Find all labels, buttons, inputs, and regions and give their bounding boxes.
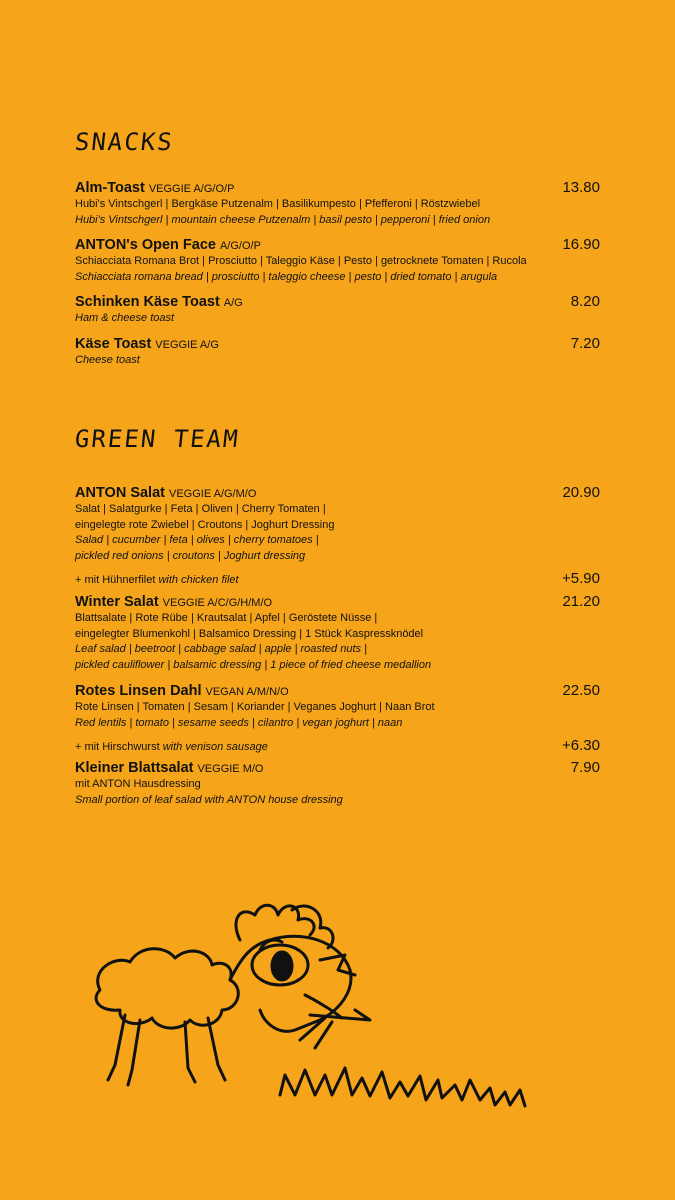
extra-en: with venison sausage [162,741,268,753]
item-name: Schinken Käse Toast [75,294,220,310]
item-tags: VEGGIE A/G/M/O [168,488,257,500]
item-desc-en: Leaf salad | beetroot | cabbage salad | apple | roasted nuts | [75,643,367,655]
extra-de: + mit Hühnerfilet [75,574,156,586]
menu-item [75,335,600,369]
item-extra [75,570,600,587]
item-desc-de: eingelegter Blumenkohl | Balsamico Dressing | 1 Stück Kaspressknödel [75,627,424,640]
item-desc-en: pickled red onions | croutons | Joghurt dressing [75,549,306,562]
item-price: 8.20 [570,293,600,310]
item-desc-en: pickled cauliflower | balsamic dressing | 1 piece of fried cheese medallion [75,658,432,671]
item-desc-en: Red lentils | tomato | sesame seeds | cilantro | vegan joghurt | naan [75,716,403,729]
item-price: 21.20 [562,593,600,610]
item-desc-en: Small portion of leaf salad with ANTON house dressing [75,793,343,806]
item-desc-de: mit ANTON Hausdressing [75,778,201,790]
item-name: Alm-Toast [75,180,145,196]
snacks-title: SNACKS [73,128,176,156]
menu-item [75,593,600,673]
extra-en: with chicken filet [158,574,239,586]
menu-item [75,484,600,587]
item-price: 7.90 [570,759,600,776]
extra-price: +6.30 [562,737,600,754]
item-desc-de: eingelegte rote Zwiebel | Croutons | Joghurt Dressing [75,518,335,531]
item-price: 7.20 [570,335,600,352]
item-tags: VEGAN A/M/N/O [205,686,289,698]
menu-item [75,236,600,285]
menu-item [75,179,600,228]
item-name: ANTON's Open Face [75,237,216,253]
extra-de: + mit Hirschwurst [75,741,160,753]
item-desc-en: Cheese toast [75,354,140,366]
item-name: Käse Toast [75,336,152,352]
item-name: Kleiner Blattsalat [75,760,194,776]
item-extra [75,737,600,754]
item-desc-en: Schiacciata romana bread | prosciutto | taleggio cheese | pesto | dried tomato | arugula [75,270,498,283]
item-desc-de: Blattsalate | Rote Rübe | Krautsalat | Apfel | Geröstete Nüsse | [75,612,378,624]
item-desc-en: Hubi's Vintschgerl | mountain cheese Putzenalm | basil pesto | pepperoni | fried onion [75,213,491,226]
menu-item [75,682,600,754]
item-name: Winter Salat [75,594,159,610]
item-desc-de: Schiacciata Romana Brot | Prosciutto | Taleggio Käse | Pesto | getrocknete Tomaten | Rucola [75,255,527,267]
item-tags: VEGGIE A/C/G/H/M/O [162,597,273,609]
item-tags: VEGGIE A/G [155,339,219,351]
extra-price: +5.90 [562,570,600,587]
item-desc-de: Hubi's Vintschgerl | Bergkäse Putzenalm | Basilikumpesto | Pfefferoni | Röstzwiebel [75,198,481,210]
green-team-title: GREEN TEAM [73,425,241,453]
item-desc-de: Rote Linsen | Tomaten | Sesam | Koriander | Veganes Joghurt | Naan Brot [75,701,435,713]
item-tags: A/G [223,297,243,309]
item-tags: A/G/O/P [219,240,261,252]
item-desc-de: Salat | Salatgurke | Feta | Oliven | Cherry Tomaten | [75,503,326,515]
creature-doodle-icon [70,900,570,1140]
item-price: 13.80 [562,179,600,196]
item-tags: VEGGIE A/G/O/P [148,183,235,195]
item-price: 22.50 [562,682,600,699]
menu-item [75,759,600,808]
item-name: Rotes Linsen Dahl [75,683,202,699]
item-desc-en: Salad | cucumber | feta | olives | cherry tomatoes | [75,534,319,546]
item-price: 16.90 [562,236,600,253]
item-tags: VEGGIE M/O [197,763,264,775]
item-desc-en: Ham & cheese toast [75,312,175,324]
item-name: ANTON Salat [75,485,165,501]
item-price: 20.90 [562,484,600,501]
menu-item [75,293,600,327]
